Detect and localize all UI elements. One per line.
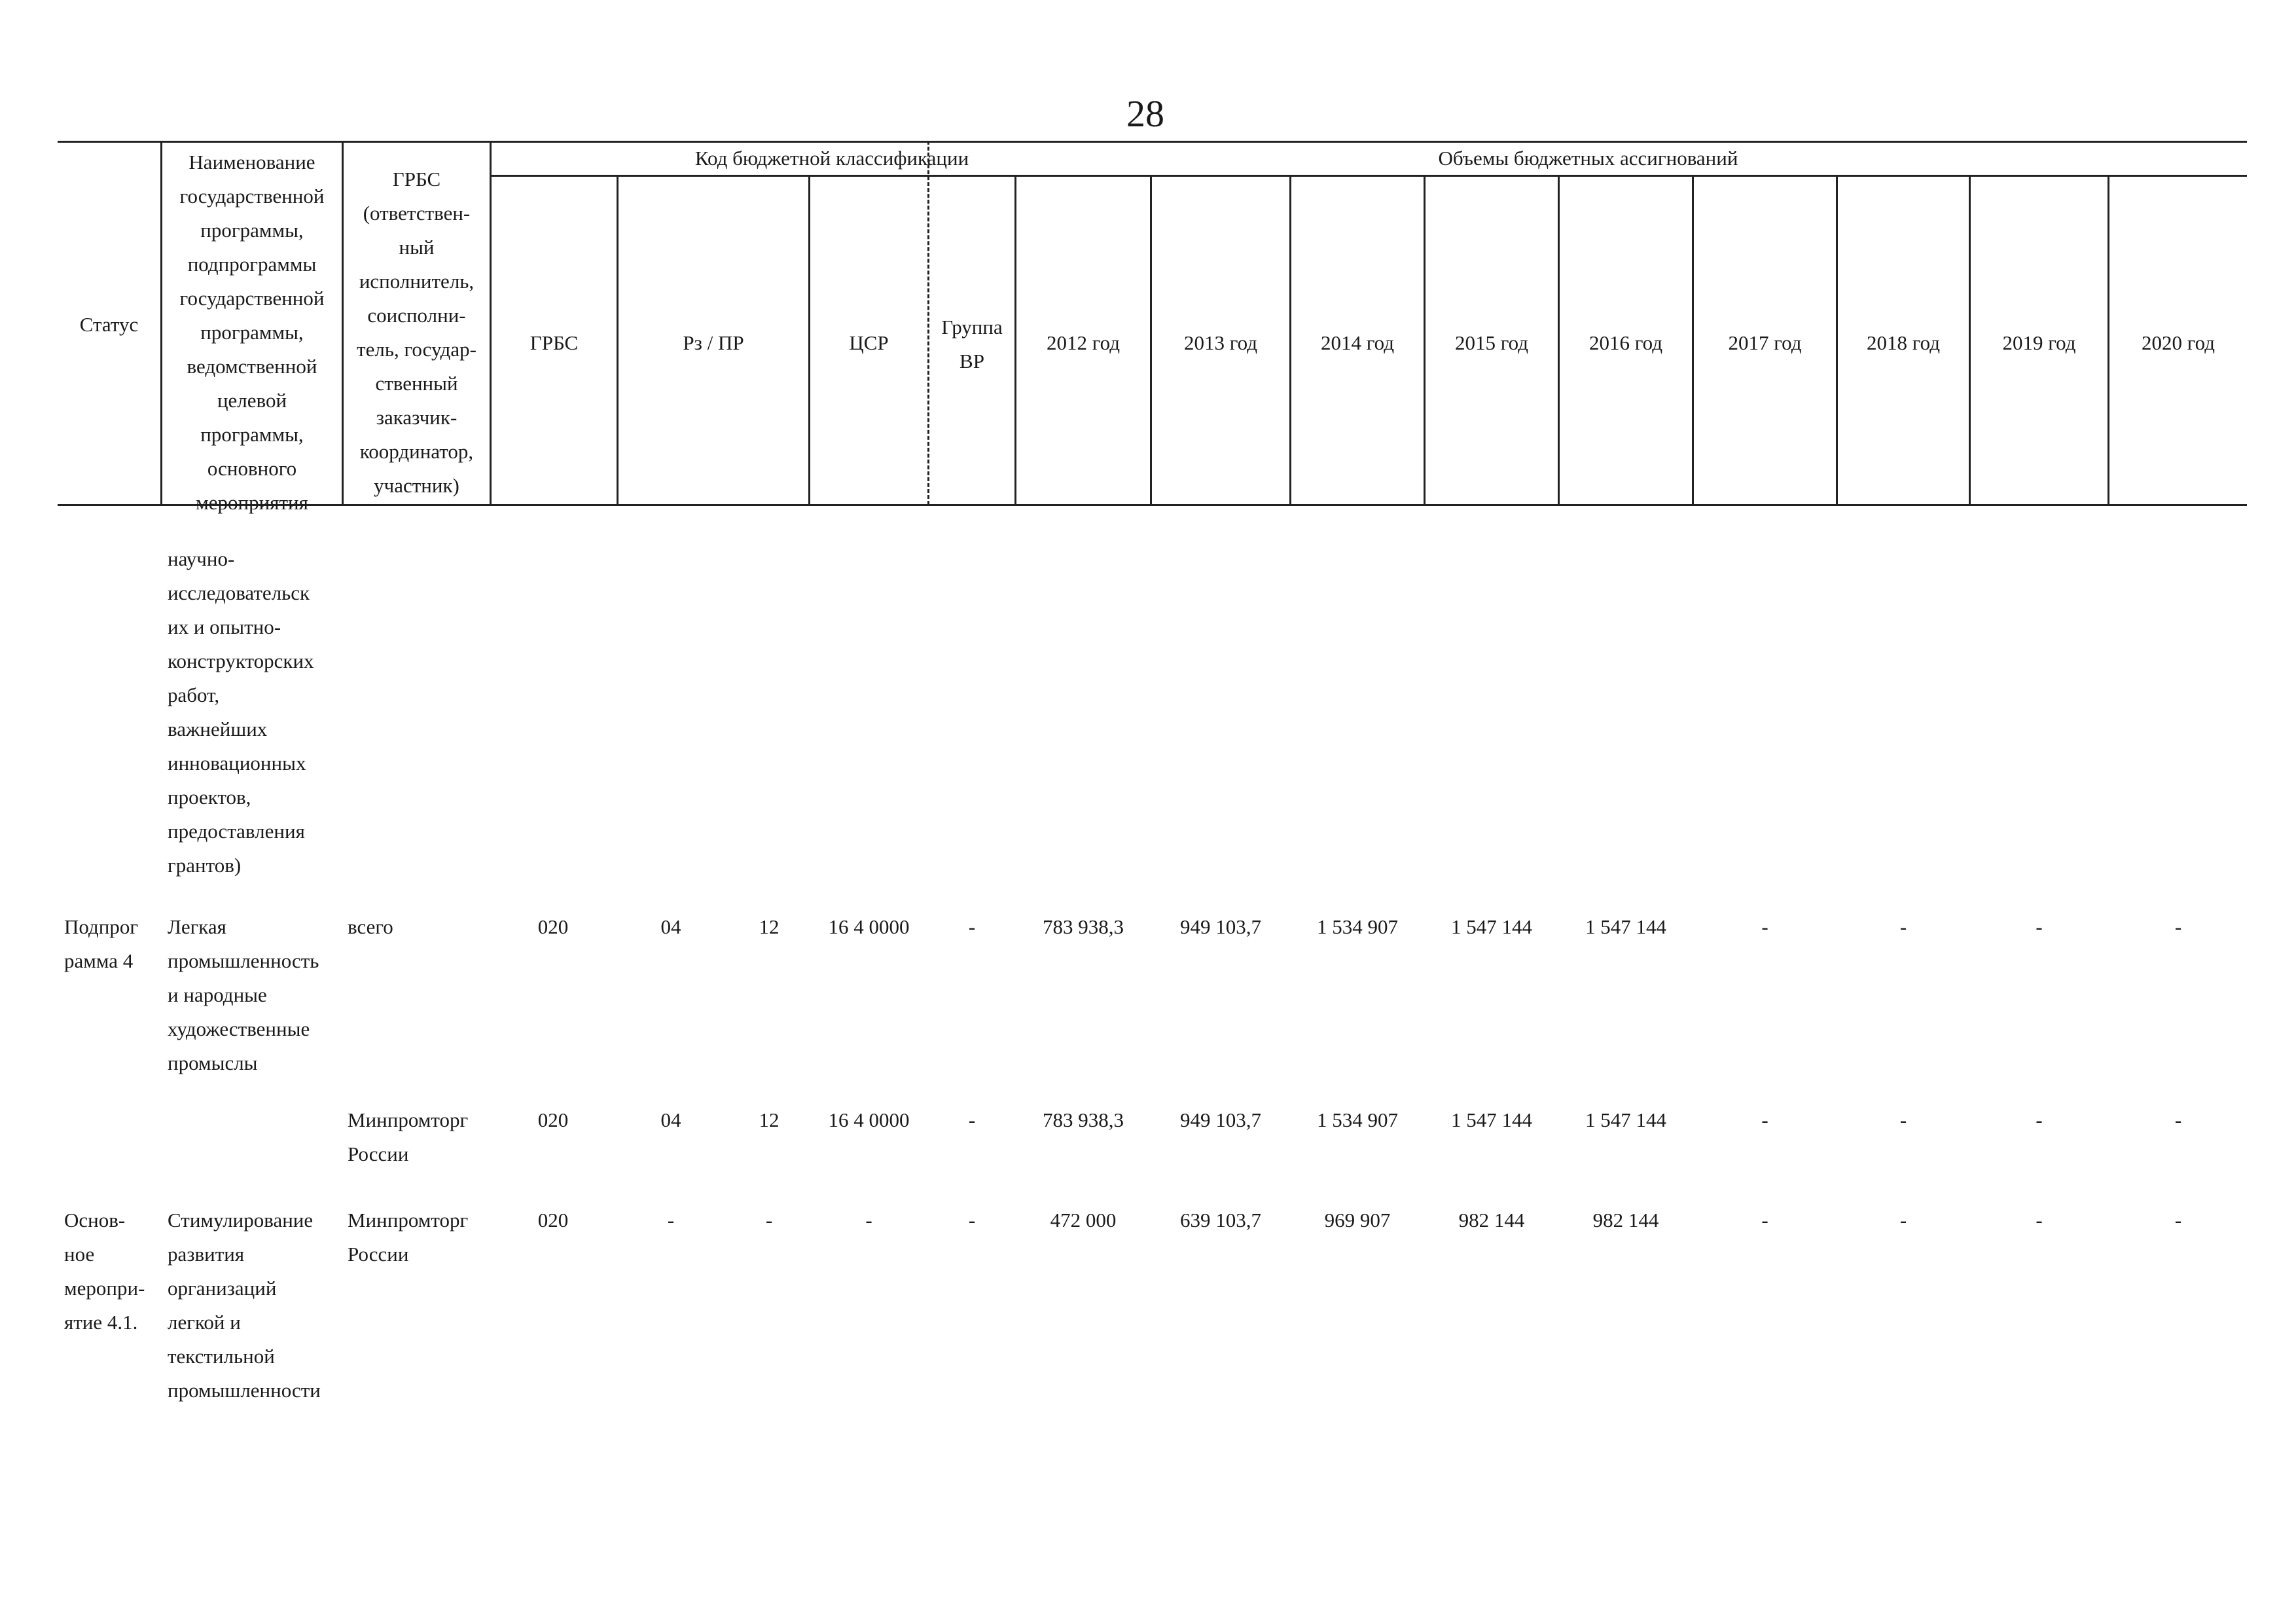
row-value-2012: 783 938,3 xyxy=(1043,915,1124,938)
row-grbs: 020 xyxy=(537,915,569,938)
header-year-2014: 2014 год xyxy=(1320,331,1395,354)
table-top-rule xyxy=(58,141,2247,143)
row-csr: 16 4 0000 xyxy=(828,915,910,938)
header-status: Статус xyxy=(79,313,139,336)
row-value-2016: 1 547 144 xyxy=(1585,915,1666,938)
col-divider xyxy=(490,141,492,505)
header-year-2013: 2013 год xyxy=(1183,331,1258,354)
row-value-2016: 1 547 144 xyxy=(1585,1108,1666,1131)
row-value-2018: - xyxy=(1899,915,1907,938)
row-vr: - xyxy=(968,1108,976,1131)
row-value-2012: 472 000 xyxy=(1050,1209,1117,1231)
row-pr: - xyxy=(765,1209,773,1231)
row-value-2014: 1 534 907 xyxy=(1317,915,1398,938)
row-name: Стимулирование развития организаций легкой и текстильной промышленности xyxy=(168,1209,321,1402)
row-pr: 12 xyxy=(759,1108,780,1131)
header-sub-rule xyxy=(490,175,2247,177)
row-value-2013: 949 103,7 xyxy=(1180,915,1261,938)
row-value-2013: 639 103,7 xyxy=(1180,1209,1261,1231)
row-value-2019: - xyxy=(2036,1209,2043,1231)
header-budget-volume: Объемы бюджетных ассигнований xyxy=(1438,147,1738,170)
row-value-2015: 1 547 144 xyxy=(1451,1108,1532,1131)
row-value-2016: 982 144 xyxy=(1592,1209,1659,1231)
header-group-vr: Группа ВР xyxy=(941,316,1003,373)
row-name: научно- исследовательск их и опытно- конструкторских работ, важнейших инновационных проектов, предоставления грантов) xyxy=(168,547,314,877)
row-value-2015: 982 144 xyxy=(1458,1209,1525,1231)
row-vr: - xyxy=(968,1209,976,1231)
row-value-2014: 969 907 xyxy=(1324,1209,1391,1231)
header-year-2017: 2017 год xyxy=(1728,331,1802,354)
row-csr: 16 4 0000 xyxy=(828,1108,910,1131)
header-csr: ЦСР xyxy=(849,331,889,354)
header-year-2020: 2020 год xyxy=(2141,331,2215,354)
row-value-2013: 949 103,7 xyxy=(1180,1108,1261,1131)
row-status: Основ- ное меропри- ятие 4.1. xyxy=(64,1209,145,1334)
row-value-2017: - xyxy=(1761,1108,1768,1131)
header-year-2018: 2018 год xyxy=(1866,331,1941,354)
row-value-2018: - xyxy=(1899,1209,1907,1231)
header-bottom-rule xyxy=(58,504,2247,506)
row-rz: 04 xyxy=(660,1108,681,1131)
row-grbs: 020 xyxy=(537,1209,569,1231)
row-value-2018: - xyxy=(1899,1108,1907,1131)
header-grbs: ГРБС xyxy=(529,331,579,354)
row-executor: Минпромторг России xyxy=(348,1108,469,1165)
row-value-2020: - xyxy=(2174,1108,2182,1131)
row-value-2014: 1 534 907 xyxy=(1317,1108,1398,1131)
row-rz: 04 xyxy=(660,915,681,938)
row-executor: всего xyxy=(348,915,393,938)
header-year-2016: 2016 год xyxy=(1588,331,1663,354)
row-pr: 12 xyxy=(759,915,780,938)
row-value-2019: - xyxy=(2036,1108,2043,1131)
row-value-2020: - xyxy=(2174,1209,2182,1231)
row-rz: - xyxy=(667,1209,675,1231)
row-value-2020: - xyxy=(2174,915,2182,938)
page-number: 28 xyxy=(1126,92,1164,135)
header-rz-pr: Рз / ПР xyxy=(683,331,744,354)
row-csr: - xyxy=(865,1209,872,1231)
header-name: Наименование государственной программы, подпрограммы государственной программы, ведомственной целевой программы, основного мероприятия xyxy=(179,151,325,514)
header-budget-code: Код бюджетной классификации xyxy=(694,147,969,170)
header-year-2019: 2019 год xyxy=(2002,331,2076,354)
row-vr: - xyxy=(968,915,976,938)
row-value-2017: - xyxy=(1761,915,1768,938)
row-value-2012: 783 938,3 xyxy=(1043,1108,1124,1131)
header-year-2012: 2012 год xyxy=(1046,331,1121,354)
row-value-2019: - xyxy=(2036,915,2043,938)
row-status: Подпрог рамма 4 xyxy=(64,915,139,972)
row-name: Легкая промышленность и народные художественные промыслы xyxy=(168,915,319,1074)
row-executor: Минпромторг России xyxy=(348,1209,469,1266)
row-value-2015: 1 547 144 xyxy=(1451,915,1532,938)
header-year-2015: 2015 год xyxy=(1454,331,1529,354)
row-grbs: 020 xyxy=(537,1108,569,1131)
row-value-2017: - xyxy=(1761,1209,1768,1231)
header-grbs-responsible: ГРБС (ответствен- ный исполнитель, соисполни- тель, государ- ственный заказчик- координатор, участник) xyxy=(357,168,476,497)
